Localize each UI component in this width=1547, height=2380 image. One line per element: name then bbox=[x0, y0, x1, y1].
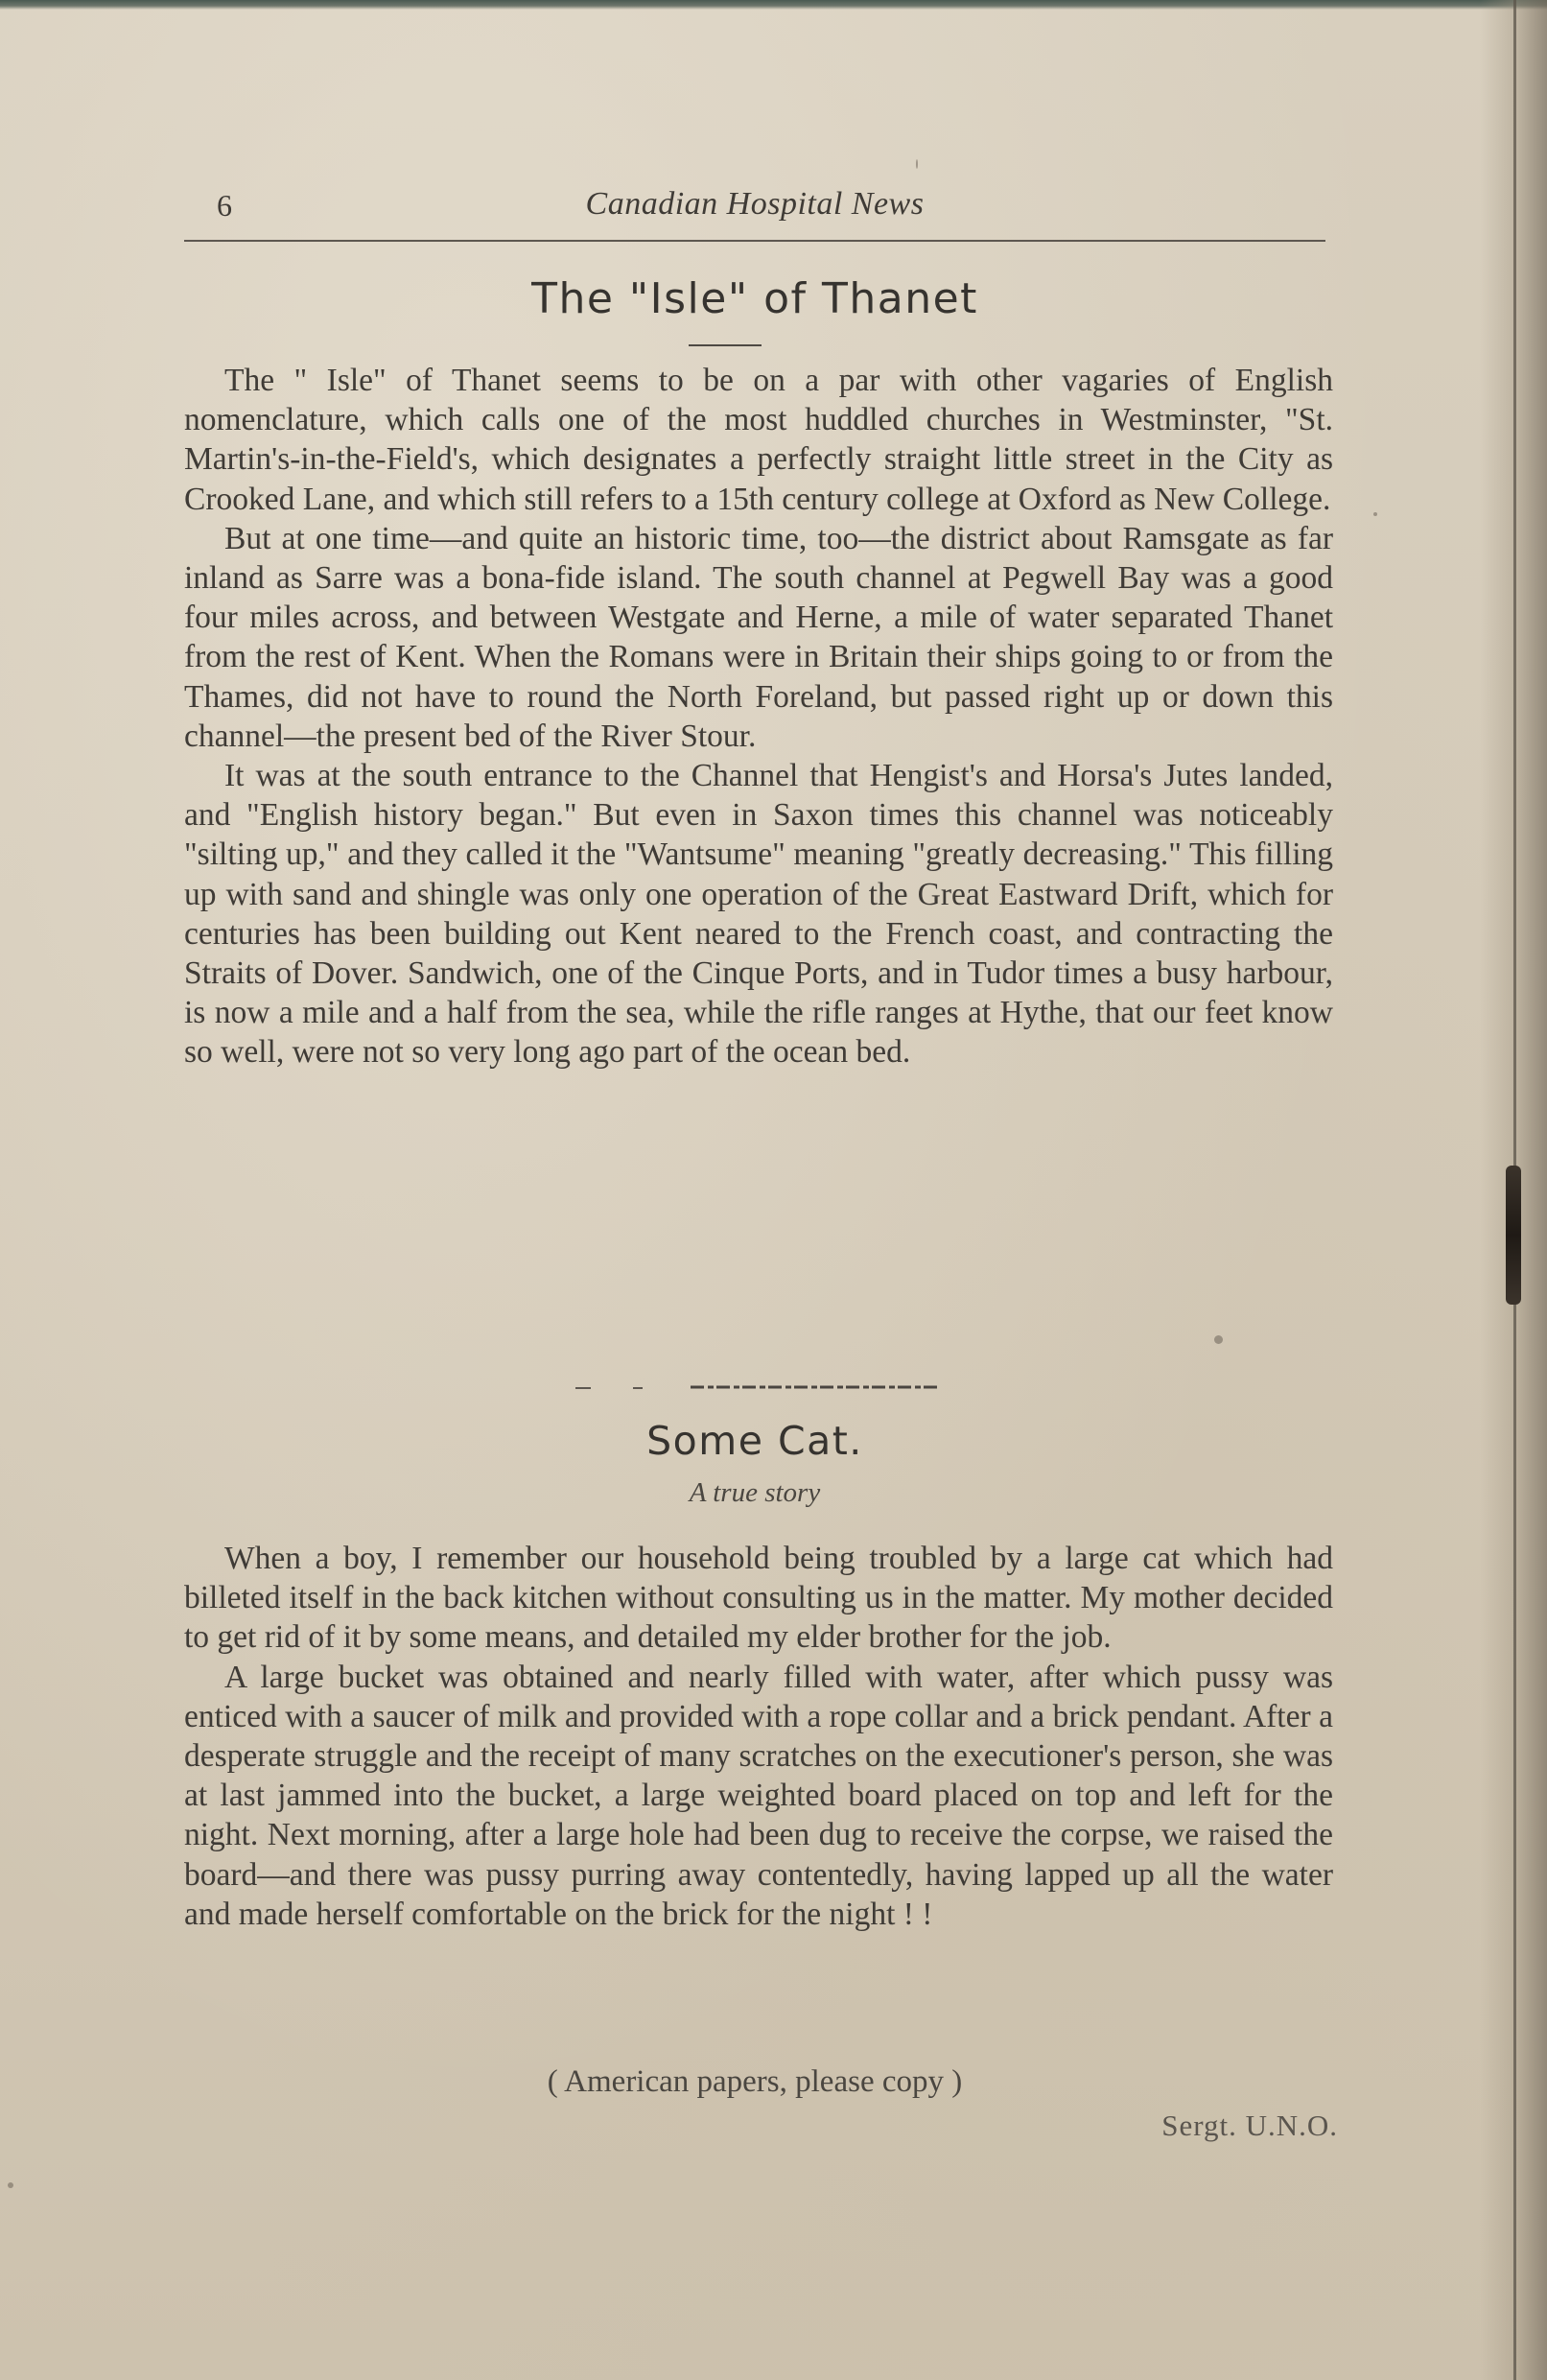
page-top-edge bbox=[0, 0, 1547, 10]
paper-speck bbox=[8, 2182, 13, 2188]
page-number: 6 bbox=[217, 188, 232, 223]
paragraph: But at one time—and quite an historic time, too—the district about Ramsgate as far inland as Sarre was a bona-fide island. The south channel at Pegwell Bay was a good four miles across, and between Westgate and Herne, a mile of water separated Thanet from the rest of Kent. When the Romans were in Britain their ships going to or from the Thames, did not have to round the North Foreland, but passed right up or down this channel—the present bed of the River Stour. bbox=[184, 520, 1333, 754]
running-head bbox=[184, 184, 1325, 232]
paragraph: A large bucket was obtained and nearly filled with water, after which pussy was enticed with a saucer of milk and provided with a rope collar and a brick pendant. After a desperate struggle and the receipt of many scratches on the executioner's person, she was at last jammed into the bucket, a large weighted board placed on top and left for the night. Next morning, after a large hole had been dug to receive the corpse, we raised the board—and there was pussy purring away contentedly, having lapped up all the water and made herself comfortable on the brick for the night ! ! bbox=[184, 1659, 1333, 1932]
article-title-thanet: The "Isle" of Thanet bbox=[531, 274, 978, 323]
copy-note: ( American papers, please copy ) bbox=[547, 2064, 963, 2099]
paper-speck bbox=[1214, 1335, 1223, 1344]
paper-speck bbox=[916, 159, 918, 169]
article-subtitle: A true story bbox=[689, 1477, 821, 1508]
article-body-cat bbox=[184, 1539, 1333, 1934]
paragraph: The " Isle" of Thanet seems to be on a par with other vagaries of English nomenclature, which calls one of the most huddled churches in Westminster, "St. Martin's-in-the-Field's, which designates a perfectly straight little street in the City as Crooked Lane, and which still refers to a 15th century college at Oxford as New College. bbox=[184, 363, 1333, 517]
title-rule bbox=[689, 344, 762, 346]
binding-clip bbox=[1506, 1166, 1521, 1305]
article-title-cat: Some Cat. bbox=[646, 1418, 863, 1464]
header-rule bbox=[184, 240, 1325, 242]
paragraph: When a boy, I remember our household being troubled by a large cat which had billeted itself in the back kitchen without consulting us in the matter. My mother decided to get rid of it by some means, and detailed my elder brother for the job. bbox=[184, 1541, 1333, 1656]
paper-speck bbox=[1373, 512, 1377, 516]
section-divider bbox=[575, 1381, 940, 1393]
article-body-thanet bbox=[184, 361, 1333, 1072]
paragraph: It was at the south entrance to the Channel that Hengist's and Horsa's Jutes landed, and "English history began." But even in Saxon times this channel was noticeably "silting up," and they called it the "Wantsume" meaning "greatly decreasing." This filling up with sand and shingle was only one operation of the Great Eastward Drift, which for centuries has been building out Kent neared to the French coast, and contracting the Straits of Dover. Sandwich, one of the Cinque Ports, and in Tudor times a busy harbour, is now a mile and a half from the sea, while the rifle ranges at Hythe, that our feet know so well, were not so very long ago part of the ocean bed. bbox=[184, 758, 1333, 1071]
journal-title: Canadian Hospital News bbox=[585, 186, 925, 222]
author-signature: Sergt. U.N.O. bbox=[1161, 2109, 1338, 2142]
